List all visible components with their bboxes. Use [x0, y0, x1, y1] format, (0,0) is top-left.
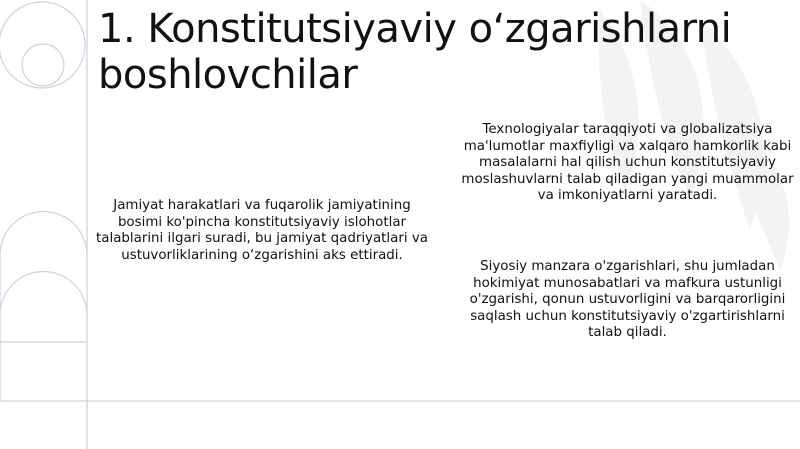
deco-arc-1	[0, 212, 87, 256]
right-paragraph-1: Texnologiyalar taraqqiyoti va globalizatsiya ma'lumotlar maxfiyligi va xalqaro hamkorlik kabi masalalarni hal qilish uchun konstitutsiyaviy moslashuvlarni talab qiladigan yangi muammolar va imkoniyatlarni yaratadi.	[461, 122, 794, 203]
slide-title: 1. Konstitutsiyaviy o‘zgarishlarni boshlovchilar	[98, 6, 732, 98]
left-paragraph: Jamiyat harakatlari va fuqarolik jamiyatining bosimi ko'pincha konstitutsiyaviy islohotlar talablarini ilgari suradi, bu jamiyat qadriyatlari va ustuvorliklarining o‘zgarishini aks ettiradi.	[96, 198, 428, 263]
deco-circle-large	[0, 2, 85, 88]
deco-arc-2	[0, 272, 87, 316]
right-paragraph-2: Siyosiy manzara o'zgarishlari, shu jumladan hokimiyat munosabatlari va mafkura ustunligi o'zgarishi, qonun ustuvorligini va barqarorligini saqlash uchun konstitutsiyaviy o'zgartirishlarni talab qiladi.	[469, 259, 786, 340]
deco-circle-small	[22, 44, 64, 86]
